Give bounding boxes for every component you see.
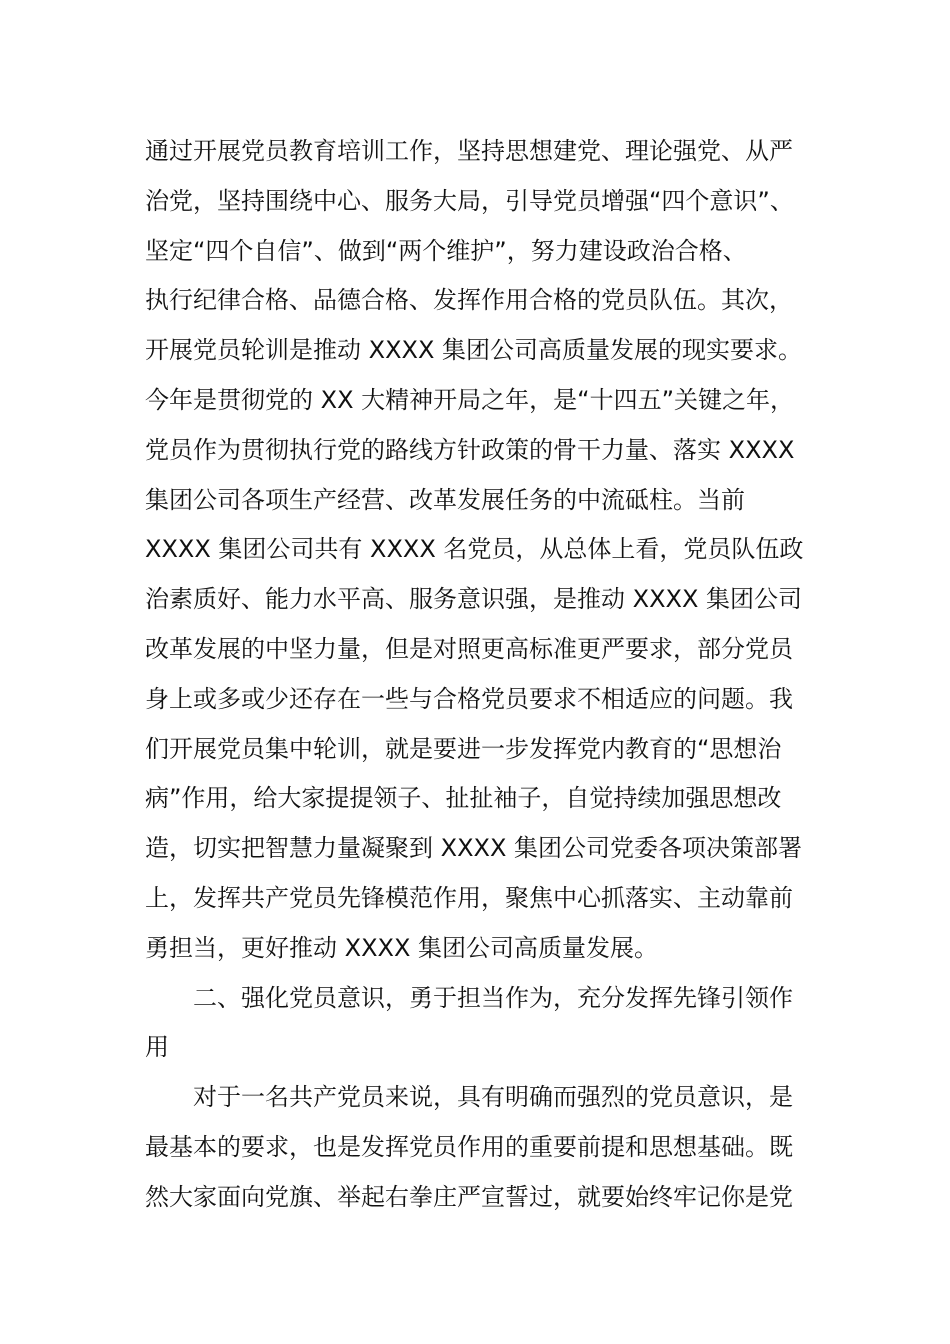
document-body — [145, 127, 815, 1223]
text-line: 们开展党员集中轮训，就是要进一步发挥党内教育的“思想治 — [145, 734, 782, 763]
text-line: 开展党员轮训是推动 XXXX 集团公司高质量发展的现实要求。 — [145, 336, 803, 365]
section-heading-continued: 用 — [145, 1033, 169, 1062]
text-line: 身上或多或少还存在一些与合格党员要求不相适应的问题。我 — [145, 684, 793, 713]
text-line: 病”作用，给大家提提领子、扯扯袖子，自觉持续加强思想改 — [145, 784, 782, 813]
text-line: 最基本的要求，也是发挥党员作用的重要前提和思想基础。既 — [145, 1132, 793, 1161]
text-line: 党员作为贯彻执行党的路线方针政策的骨干力量、落实 XXXX — [145, 435, 795, 464]
text-line: 勇担当，更好推动 XXXX 集团公司高质量发展。 — [145, 933, 659, 962]
text-line: 然大家面向党旗、举起右拳庄严宣誓过，就要始终牢记你是党 — [145, 1182, 793, 1211]
text-line: 坚定“四个自信”、做到“两个维护”，努力建设政治合格、 — [145, 236, 747, 265]
text-line: 今年是贯彻党的 XX 大精神开局之年，是“十四五”关键之年， — [145, 385, 795, 414]
text-line: 上，发挥共产党员先锋模范作用，聚焦中心抓落实、主动靠前 — [145, 883, 793, 912]
text-line: 对于一名共产党员来说，具有明确而强烈的党员意识，是 — [193, 1083, 793, 1112]
text-line: 改革发展的中坚力量，但是对照更高标准更严要求，部分党员 — [145, 634, 793, 663]
text-line: 集团公司各项生产经营、改革发展任务的中流砥柱。当前 — [145, 485, 745, 514]
text-line: 治素质好、能力水平高、服务意识强，是推动 XXXX 集团公司 — [145, 585, 803, 614]
text-line: 造，切实把智慧力量凝聚到 XXXX 集团公司党委各项决策部署 — [145, 834, 803, 863]
text-line: 执行纪律合格、品德合格、发挥作用合格的党员队伍。其次， — [145, 286, 793, 315]
text-line: 通过开展党员教育培训工作，坚持思想建党、理论强党、从严 — [145, 137, 793, 165]
text-line: XXXX 集团公司共有 XXXX 名党员，从总体上看，党员队伍政 — [145, 535, 804, 564]
text-line: 治党，坚持围绕中心、服务大局，引导党员增强“四个意识”、 — [145, 186, 794, 215]
section-heading: 二、强化党员意识，勇于担当作为，充分发挥先锋引领作 — [193, 983, 793, 1012]
